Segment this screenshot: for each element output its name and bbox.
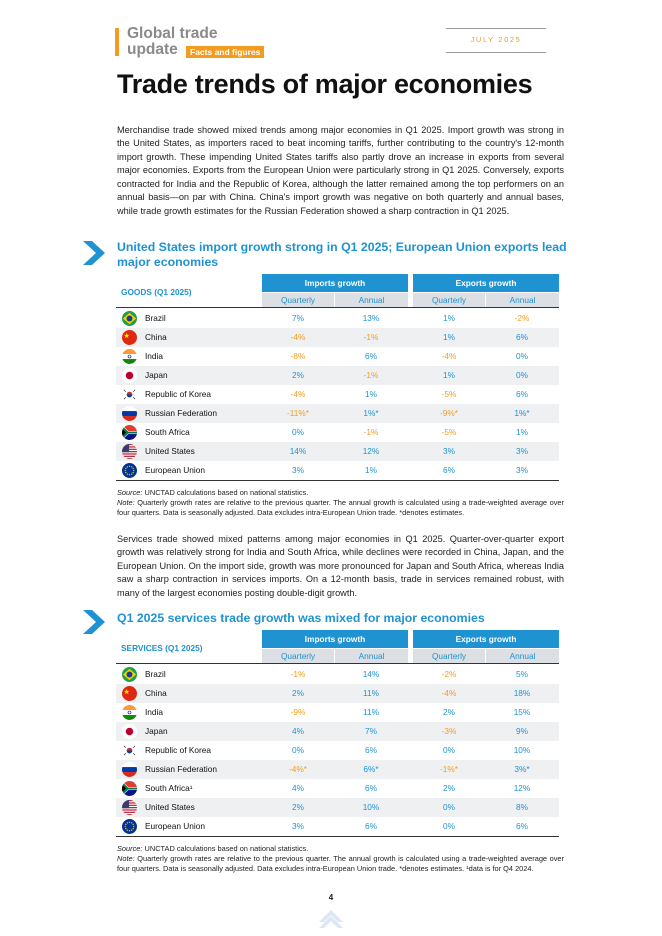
- services-source-label: Source:: [117, 844, 143, 853]
- growth-value-ea: 3%*: [514, 764, 530, 774]
- flag-eu-icon: [122, 819, 137, 834]
- services-table-label: SERVICES (Q1 2025): [121, 643, 203, 653]
- goods-exports-quarterly-header: Quarterly: [413, 293, 485, 307]
- country-name: India: [145, 707, 163, 717]
- growth-value-eq: -4%: [441, 688, 457, 698]
- goods-table-bottom-rule: [116, 480, 559, 481]
- table-row: [116, 347, 559, 366]
- date-rule-top: [446, 28, 546, 29]
- flag-usa-icon: [122, 444, 137, 459]
- flag-india-icon: [122, 705, 137, 720]
- growth-value-ia: -1%: [363, 427, 379, 437]
- growth-value-eq: 3%: [443, 446, 455, 456]
- growth-value-iq: 4%: [292, 783, 304, 793]
- growth-value-ea: 3%: [516, 465, 528, 475]
- growth-value-ea: 10%: [513, 745, 531, 755]
- country-name: South Africa¹: [145, 783, 193, 793]
- flag-korea-icon: [122, 743, 137, 758]
- growth-value-iq: -4%*: [289, 764, 307, 774]
- growth-value-iq: 3%: [292, 465, 304, 475]
- growth-value-ia: 6%: [365, 821, 377, 831]
- growth-value-eq: -4%: [441, 351, 457, 361]
- table-row: [116, 798, 559, 817]
- growth-value-iq: 2%: [292, 802, 304, 812]
- growth-value-eq: -9%*: [440, 408, 458, 418]
- growth-value-ia: 10%: [362, 802, 380, 812]
- country-name: Russian Federation: [145, 764, 217, 774]
- flag-india-icon: [122, 349, 137, 364]
- table-row: [116, 741, 559, 760]
- goods-source: [117, 488, 564, 498]
- growth-value-ia: -1%: [363, 332, 379, 342]
- growth-value-ea: 8%: [516, 802, 528, 812]
- section-chevron-icon: [83, 241, 105, 265]
- growth-value-ea: 3%: [516, 446, 528, 456]
- services-note: [117, 854, 564, 874]
- growth-value-eq: 6%: [443, 465, 455, 475]
- facts-badge: Facts and figures: [186, 46, 264, 58]
- services-exports-annual-header: Annual: [486, 649, 559, 663]
- growth-value-ea: 0%: [516, 370, 528, 380]
- growth-value-iq: 2%: [292, 688, 304, 698]
- growth-value-ea: 15%: [513, 707, 531, 717]
- growth-value-ia: 7%: [365, 726, 377, 736]
- goods-table: [116, 274, 559, 480]
- growth-value-ia: 14%: [362, 669, 380, 679]
- goods-note-text: Quarterly growth rates are relative to the previous quarter. The annual growth is calculated using a trade-weighted average over four quarters. Data is seasonally adjusted. Data excludes intra-European Union trade. *denotes estimates.: [117, 498, 564, 517]
- flag-japan-icon: [122, 724, 137, 739]
- growth-value-ia: 11%: [363, 688, 379, 698]
- services-section-title: Q1 2025 services trade growth was mixed for major economies: [117, 611, 485, 625]
- growth-value-eq: 2%: [443, 707, 455, 717]
- growth-value-iq: -8%: [290, 351, 306, 361]
- country-name: United States: [145, 446, 195, 456]
- services-source: [117, 844, 564, 854]
- goods-table-top-rule: [116, 307, 559, 308]
- growth-value-ia: 6%: [365, 783, 377, 793]
- country-name: United States: [145, 802, 195, 812]
- growth-value-ia: 6%: [365, 745, 377, 755]
- growth-value-iq: 3%: [292, 821, 304, 831]
- goods-imports-quarterly-header: Quarterly: [262, 293, 334, 307]
- growth-value-eq: 0%: [443, 745, 455, 755]
- growth-value-ea: 6%: [516, 389, 528, 399]
- growth-value-eq: -1%*: [440, 764, 458, 774]
- table-row: [116, 366, 559, 385]
- scroll-up-icon[interactable]: [319, 910, 343, 928]
- flag-usa-icon: [122, 800, 137, 815]
- goods-imports-header: Imports growth: [262, 274, 408, 292]
- publication-date: JULY 2025: [470, 35, 522, 44]
- services-note-text: Quarterly growth rates are relative to the previous quarter. The annual growth is calculated using a trade-weighted average over four quarters. Data is seasonally adjusted. Data excludes intra-European Union trade. *denotes estimates. ¹data is for Q4 2024.: [117, 854, 564, 873]
- country-name: Republic of Korea: [145, 745, 211, 755]
- table-row: [116, 461, 559, 480]
- country-name: China: [145, 332, 167, 342]
- growth-value-ea: 6%: [516, 332, 528, 342]
- country-name: India: [145, 351, 163, 361]
- growth-value-iq: -9%: [290, 707, 306, 717]
- table-row: [116, 817, 559, 836]
- table-row: [116, 703, 559, 722]
- growth-value-ia: 6%*: [363, 764, 379, 774]
- growth-value-ea: 6%: [516, 821, 528, 831]
- services-imports-header: Imports growth: [262, 630, 408, 648]
- growth-value-ia: 13%: [362, 313, 380, 323]
- publication-title-line1: Global trade: [127, 25, 218, 42]
- country-name: China: [145, 688, 167, 698]
- goods-note-label: Note:: [117, 498, 135, 507]
- country-name: Brazil: [145, 313, 166, 323]
- country-name: Brazil: [145, 669, 166, 679]
- growth-value-ea: 9%: [516, 726, 528, 736]
- country-name: South Africa: [145, 427, 190, 437]
- growth-value-ea: 18%: [513, 688, 531, 698]
- services-imports-quarterly-header: Quarterly: [262, 649, 334, 663]
- growth-value-ia: 11%: [363, 707, 379, 717]
- growth-value-ea: 5%: [516, 669, 528, 679]
- services-exports-quarterly-header: Quarterly: [413, 649, 485, 663]
- growth-value-iq: -11%*: [287, 408, 309, 418]
- services-table: [116, 630, 559, 836]
- flag-south-africa-icon: [122, 425, 137, 440]
- growth-value-eq: 0%: [443, 821, 455, 831]
- growth-value-eq: 0%: [443, 802, 455, 812]
- country-name: Japan: [145, 370, 168, 380]
- intro-paragraph: Merchandise trade showed mixed trends among major economies in Q1 2025. Import growth was strong in the United States, as importers raced to beat incoming tariffs, further contributing to the country's 12-month import growth. These impending United States tariffs also partly drove an increase in exports from several major economies. Exports from the European Union were particularly strong in Q1 2025. Conversely, exports contracted for India and the Republic of Korea, although the latter remained among the top performers on an annual basis—on par with China. China's import growth was negative on both quarterly and annual bases, while trade growth estimates for the Russian Federation showed a sharp contraction in Q1 2025.: [117, 125, 564, 216]
- goods-source-note: [117, 488, 564, 518]
- table-row: [116, 760, 559, 779]
- header-accent-bar: [115, 28, 119, 56]
- goods-exports-header: Exports growth: [413, 274, 559, 292]
- growth-value-eq: 1%: [443, 313, 455, 323]
- table-row: [116, 328, 559, 347]
- table-row: [116, 665, 559, 684]
- goods-note: [117, 498, 564, 518]
- growth-value-iq: 0%: [292, 745, 304, 755]
- goods-imports-annual-header: Annual: [335, 293, 408, 307]
- services-table-bottom-rule: [116, 836, 559, 837]
- country-name: Russian Federation: [145, 408, 217, 418]
- goods-table-label: GOODS (Q1 2025): [121, 287, 192, 297]
- growth-value-eq: -5%: [441, 389, 457, 399]
- publication-title-line2: update: [127, 41, 178, 58]
- date-rule-bottom: [446, 52, 546, 53]
- growth-value-eq: -5%: [441, 427, 457, 437]
- flag-korea-icon: [122, 387, 137, 402]
- services-paragraph: Services trade showed mixed patterns among major economies in Q1 2025. Quarter-over-quarter export growth was relatively strong for India and South Africa, while declines were recorded in China, Japan, and the European Union. On the import side, growth was more pronounced for Japan and South Africa, whereas India saw a sharp contraction in services imports. On a 12-month basis, trade in services remained robust, with many of the largest economies posting double-digit growth.: [117, 534, 564, 598]
- table-row: [116, 423, 559, 442]
- growth-value-iq: -4%: [290, 332, 306, 342]
- services-source-note: [117, 844, 564, 874]
- table-row: [116, 684, 559, 703]
- growth-value-iq: 7%: [292, 313, 304, 323]
- growth-value-ea: 1%: [516, 427, 528, 437]
- table-row: [116, 309, 559, 328]
- growth-value-eq: -3%: [441, 726, 457, 736]
- growth-value-ia: 6%: [365, 351, 377, 361]
- flag-russia-icon: [122, 406, 137, 421]
- growth-value-ea: 1%*: [514, 408, 530, 418]
- growth-value-ea: 12%: [513, 783, 531, 793]
- growth-value-eq: 1%: [443, 332, 455, 342]
- goods-source-text: UNCTAD calculations based on national statistics.: [142, 488, 309, 497]
- services-table-top-rule: [116, 663, 559, 664]
- table-row: [116, 722, 559, 741]
- growth-value-ea: 0%: [516, 351, 528, 361]
- growth-value-eq: 1%: [443, 370, 455, 380]
- growth-value-eq: 2%: [443, 783, 455, 793]
- growth-value-iq: 0%: [292, 427, 304, 437]
- table-row: [116, 779, 559, 798]
- goods-source-label: Source:: [117, 488, 143, 497]
- flag-china-icon: [122, 330, 137, 345]
- flag-russia-icon: [122, 762, 137, 777]
- growth-value-ia: 1%*: [363, 408, 379, 418]
- services-exports-header: Exports growth: [413, 630, 559, 648]
- growth-value-ia: 1%: [365, 465, 377, 475]
- growth-value-ia: 12%: [362, 446, 380, 456]
- growth-value-iq: -1%: [290, 669, 306, 679]
- section-chevron-icon: [83, 610, 105, 634]
- goods-exports-annual-header: Annual: [486, 293, 559, 307]
- table-row: [116, 404, 559, 423]
- table-row: [116, 442, 559, 461]
- flag-japan-icon: [122, 368, 137, 383]
- flag-brazil-icon: [122, 311, 137, 326]
- growth-value-iq: 14%: [289, 446, 307, 456]
- services-note-label: Note:: [117, 854, 135, 863]
- goods-section-title: United States import growth strong in Q1 2025; European Union exports lead major economies: [117, 240, 567, 269]
- growth-value-iq: 4%: [292, 726, 304, 736]
- country-name: European Union: [145, 821, 205, 831]
- flag-china-icon: [122, 686, 137, 701]
- growth-value-eq: -2%: [441, 669, 457, 679]
- country-name: European Union: [145, 465, 205, 475]
- flag-brazil-icon: [122, 667, 137, 682]
- country-name: Republic of Korea: [145, 389, 211, 399]
- services-source-text: UNCTAD calculations based on national statistics.: [142, 844, 309, 853]
- growth-value-iq: -4%: [290, 389, 306, 399]
- country-name: Japan: [145, 726, 168, 736]
- page-number: 4: [328, 893, 334, 902]
- growth-value-ea: -2%: [514, 313, 530, 323]
- growth-value-ia: 1%: [365, 389, 377, 399]
- table-row: [116, 385, 559, 404]
- flag-eu-icon: [122, 463, 137, 478]
- flag-south-africa-icon: [122, 781, 137, 796]
- services-imports-annual-header: Annual: [335, 649, 408, 663]
- growth-value-ia: -1%: [363, 370, 379, 380]
- page-title: Trade trends of major economies: [117, 69, 533, 99]
- growth-value-iq: 2%: [292, 370, 304, 380]
